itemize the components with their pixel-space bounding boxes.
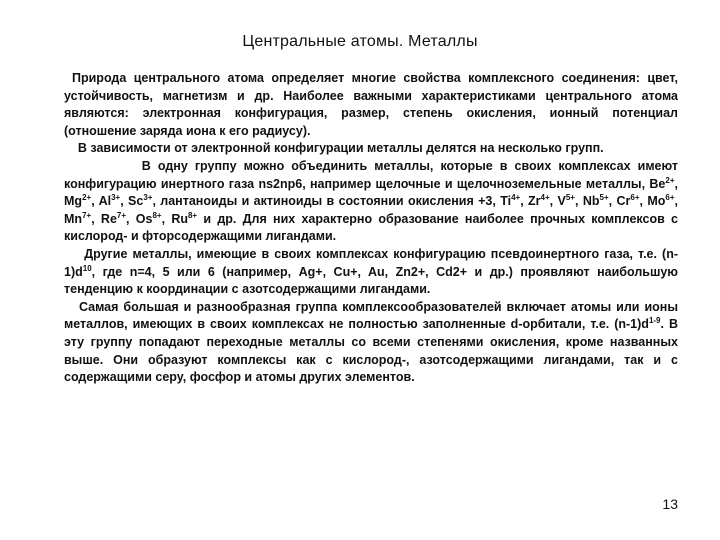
paragraph-d-orbital-group: Самая большая и разнообразная группа комплексообразователей включает атомы или ионы металлов, имеющих в своих комплексах не полностью заполненные d-орбитали, т.е. $(n-1)d^{1-9}$. В эту группу попадают переходные металлы со всеми степенями окисления, кроме названных выше. Они образуют комплексы как с кислород-, азотсодержащими лигандами, так и с содержащими серу, фосфор и атомы других элементов. xyxy=(64,299,678,385)
body-text xyxy=(64,70,678,387)
paragraph-pseudo-inert-group: Другие металлы, имеющие в своих комплексах конфигурацию псевдоинертного газа, т.е. $(n-1)d^{10}$, где n=4, 5 или 6 (например, Ag+, Cu+, Au, Zn2+, Cd2+ и др.) проявляют наибольшую тенденцию к координации с азотсодержащими лигандами. xyxy=(64,246,678,297)
paragraph-inert-gas-group: В одну группу можно объединить металлы, которые в своих комплексах имеют конфигурацию инертного газа ns2np6, например щелочные и щелочноземельные металлы, $Be^{2+}$, $Mg^{2+}$, $Al^{3+}$, $Sc^{3+}$, лантаноиды и актиноиды в состоянии окисления +3, $Ti^{4+}$, $Zr^{4+}$, $V^{5+}$, $Nb^{5+}$, $Cr^{6+}$, $Mo^{6+}$, $Mn^{7+}$, $Re^{7+}$, $Os^{8+}$, $Ru^{8+}$ и др. Для них характерно образование наиболее прочных комплексов с кислород- и фторсодержащими лигандами. xyxy=(64,158,679,244)
paragraph-central-atom-nature: Природа центрального атома определяет многие свойства комплексного соединения: цвет, устойчивость, магнетизм и др. Наиболее важными характеристиками центрального атома являются: электронная конфигурация, размер, степень окисления, ионный потенциал (отношение заряда иона к его радиусу). xyxy=(64,71,678,138)
slide-title: Центральные атомы. Металлы xyxy=(242,33,478,50)
paragraph-groups-intro: В зависимости от электронной конфигурации металлы делятся на несколько групп. xyxy=(77,141,604,156)
page-number: 13 xyxy=(662,496,678,512)
